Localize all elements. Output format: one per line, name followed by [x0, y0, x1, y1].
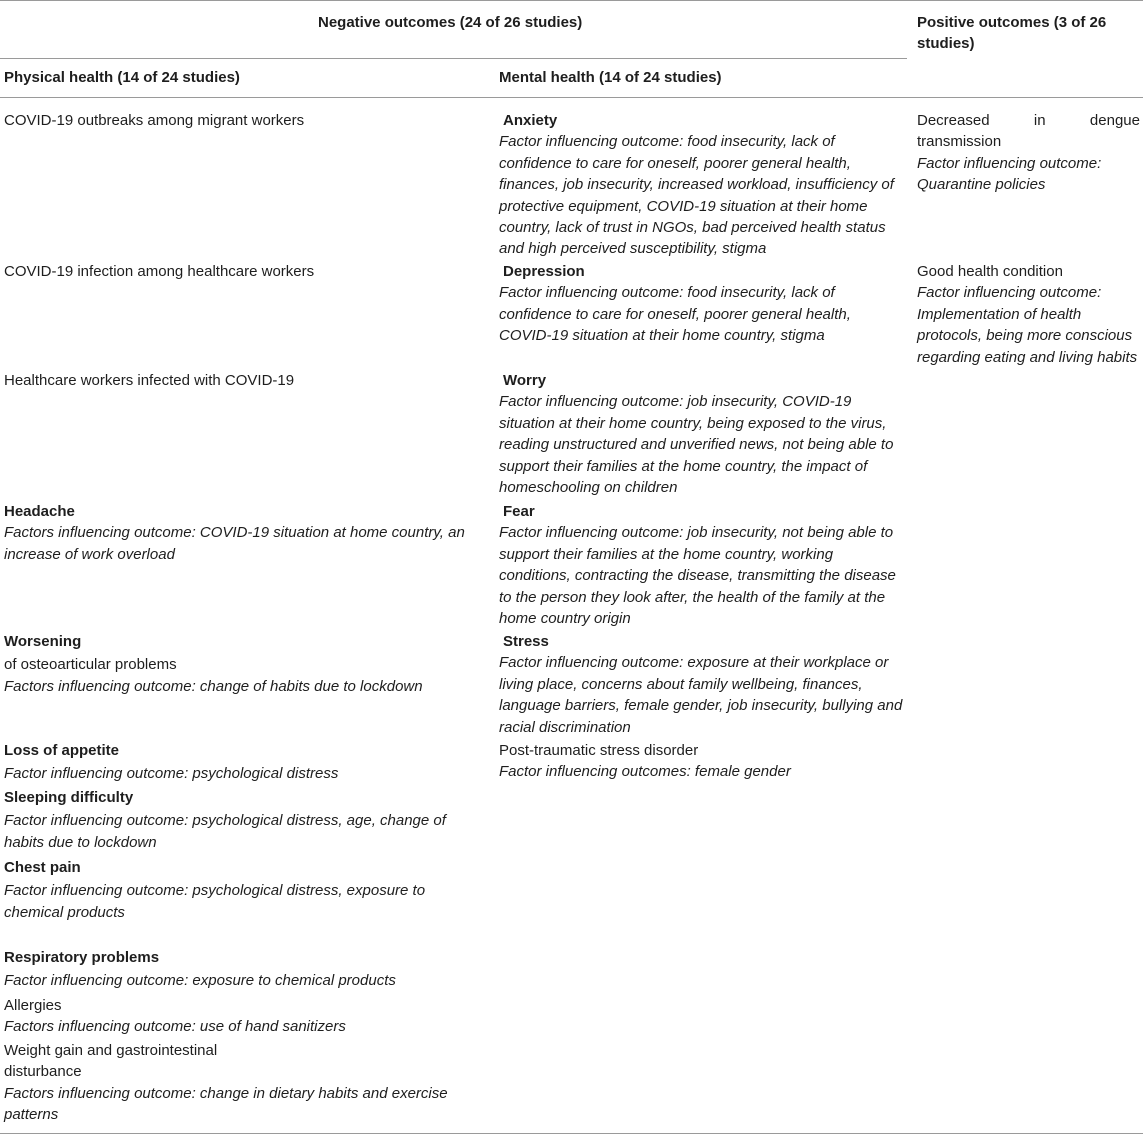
worry-factor-line: situation at their home country, being exposed to the virus,: [499, 414, 887, 432]
respiratory-title: Respiratory problems: [4, 949, 160, 966]
respiratory-outcome: [4, 947, 396, 992]
dengue-outcome: [917, 110, 1140, 196]
anxiety-outcome: [499, 110, 894, 260]
worry-factor-line: reading unstructured and unverified news, not being able to: [499, 436, 894, 454]
weight-outcome: [4, 1040, 448, 1126]
respiratory-factor-line: Factor influencing outcome: exposure to chemical products: [4, 972, 396, 990]
chest-outcome: [4, 857, 425, 923]
weight-factor-line: patterns: [4, 1106, 59, 1124]
dengue-factor-line: Factor influencing outcome:: [917, 154, 1102, 172]
bottom-rule: [0, 1133, 1143, 1134]
chest-title: Chest pain: [4, 859, 81, 876]
dengue-title-word: in: [1033, 112, 1046, 129]
fear-title: Fear: [503, 503, 535, 520]
fear-factor-line: home country origin: [499, 610, 631, 628]
anxiety-factor-line: finances, job insecurity, increased workload, insufficiency of: [499, 176, 894, 194]
mental-health-header: Mental health (14 of 24 studies): [499, 69, 722, 86]
stress-factor-line: language barriers, female gender, job insecurity, bullying and: [499, 697, 903, 715]
headache-outcome: [4, 501, 465, 565]
depression-factor-line: Factor influencing outcome: food insecurity, lack of: [499, 284, 835, 302]
headache-factor-line: Factors influencing outcome: COVID-19 situation at home country, an: [4, 524, 465, 542]
fear-factor-line: support their families at the home country, working: [499, 545, 834, 563]
stress-factor-line: living place, concerns about family wellbeing, finances,: [499, 675, 863, 693]
weight-title-line: disturbance: [4, 1063, 82, 1081]
infection-hcw-outcome: COVID-19 infection among healthcare workers: [4, 263, 315, 280]
dengue-title-word: dengue: [1089, 112, 1140, 129]
weight-title-line: Weight gain and gastrointestinal: [4, 1042, 218, 1059]
positive-outcomes-header: [917, 12, 1106, 55]
sleeping-title: Sleeping difficulty: [4, 789, 134, 806]
ptsd-factor-line: Factor influencing outcomes: female gender: [499, 763, 791, 781]
fear-factor-line: Factor influencing outcome: job insecurity, not being able to: [499, 524, 894, 542]
negative-outcomes-header: Negative outcomes (24 of 26 studies): [318, 14, 583, 31]
weight-factor-line: Factors influencing outcome: change in dietary habits and exercise: [4, 1084, 448, 1102]
good-health-factor-line: regarding eating and living habits: [917, 348, 1138, 366]
stress-factor-line: racial discrimination: [499, 718, 631, 736]
dengue-factor-line: Quarantine policies: [917, 176, 1046, 194]
good-health-title: Good health condition: [917, 263, 1063, 280]
fear-outcome: [499, 501, 896, 629]
anxiety-factor-line: protective equipment, COVID-19 situation at their home: [499, 197, 868, 215]
headache-title: Headache: [4, 503, 75, 520]
worry-factor-line: Factor influencing outcome: job insecurity, COVID-19: [499, 393, 852, 411]
sleeping-factor-line: habits due to lockdown: [4, 833, 157, 851]
worsening-outcome: [4, 631, 423, 697]
ptsd-outcome: [499, 740, 791, 783]
top-rule: [0, 0, 1143, 1]
depression-title: Depression: [503, 263, 585, 280]
worry-outcome: [499, 370, 893, 498]
anxiety-factor-line: and high perceived susceptibility, stigma: [499, 240, 767, 258]
appetite-outcome: [4, 740, 338, 785]
dengue-title-line-2: transmission: [917, 133, 1002, 151]
good-health-outcome: [917, 261, 1137, 368]
allergies-factor-line: Factors influencing outcome: use of hand sanitizers: [4, 1018, 346, 1036]
worsening-title: Worsening: [4, 633, 82, 650]
sleeping-factor-line: Factor influencing outcome: psychological distress, age, change of: [4, 812, 446, 830]
chest-factor-line: chemical products: [4, 903, 125, 921]
anxiety-title: Anxiety: [503, 112, 558, 129]
positive-header-line-1: Positive outcomes (3 of 26: [917, 14, 1107, 31]
stress-factor-line: Factor influencing outcome: exposure at their workplace or: [499, 654, 889, 672]
physical-health-header: Physical health (14 of 24 studies): [4, 69, 240, 86]
allergies-title: Allergies: [4, 997, 62, 1014]
stress-outcome: [499, 631, 902, 738]
chest-factor-line: Factor influencing outcome: psychological distress, exposure to: [4, 882, 426, 900]
depression-factor-line: COVID-19 situation at their home country, stigma: [499, 327, 825, 345]
good-health-factor-line: protocols, being more conscious: [917, 327, 1133, 345]
fear-factor-line: conditions, contracting the disease, transmitting the disease: [499, 567, 896, 585]
ptsd-title: Post-traumatic stress disorder: [499, 742, 699, 759]
appetite-title: Loss of appetite: [4, 742, 120, 759]
good-health-factor-line: Implementation of health: [917, 305, 1082, 323]
anxiety-factor-line: country, lack of trust in NGOs, bad perceived health status: [499, 219, 886, 237]
dengue-title-line-1: [917, 110, 1140, 131]
anxiety-factor-line: Factor influencing outcome: food insecurity, lack of: [499, 133, 835, 151]
positive-header-line-2: studies): [917, 35, 975, 53]
hcw-infected-outcome: Healthcare workers infected with COVID-19: [4, 372, 295, 389]
negative-header-rule: [0, 58, 907, 59]
depression-outcome: [499, 261, 851, 347]
allergies-outcome: [4, 995, 346, 1038]
worsening-factor-line: Factors influencing outcome: change of habits due to lockdown: [4, 677, 423, 695]
stress-title: Stress: [503, 633, 549, 650]
worry-factor-line: support their families at the home country, the impact of: [499, 457, 868, 475]
worry-title: Worry: [503, 372, 547, 389]
worsening-subtitle: of osteoarticular problems: [4, 656, 177, 674]
fear-factor-line: to the person they look after, the health of the family at the: [499, 588, 886, 606]
appetite-factor-line: Factor influencing outcome: psychological distress: [4, 765, 339, 783]
headache-factor-line: increase of work overload: [4, 545, 175, 563]
header-bottom-rule: [0, 97, 1143, 98]
worry-factor-line: homeschooling on children: [499, 479, 678, 497]
anxiety-factor-line: confidence to care for oneself, poorer general health,: [499, 154, 851, 172]
depression-factor-line: confidence to care for oneself, poorer general health,: [499, 305, 851, 323]
good-health-factor-line: Factor influencing outcome:: [917, 284, 1102, 302]
outbreaks-outcome: COVID-19 outbreaks among migrant workers: [4, 112, 305, 129]
dengue-title-word: Decreased: [917, 112, 990, 129]
sleeping-outcome: [4, 787, 446, 853]
